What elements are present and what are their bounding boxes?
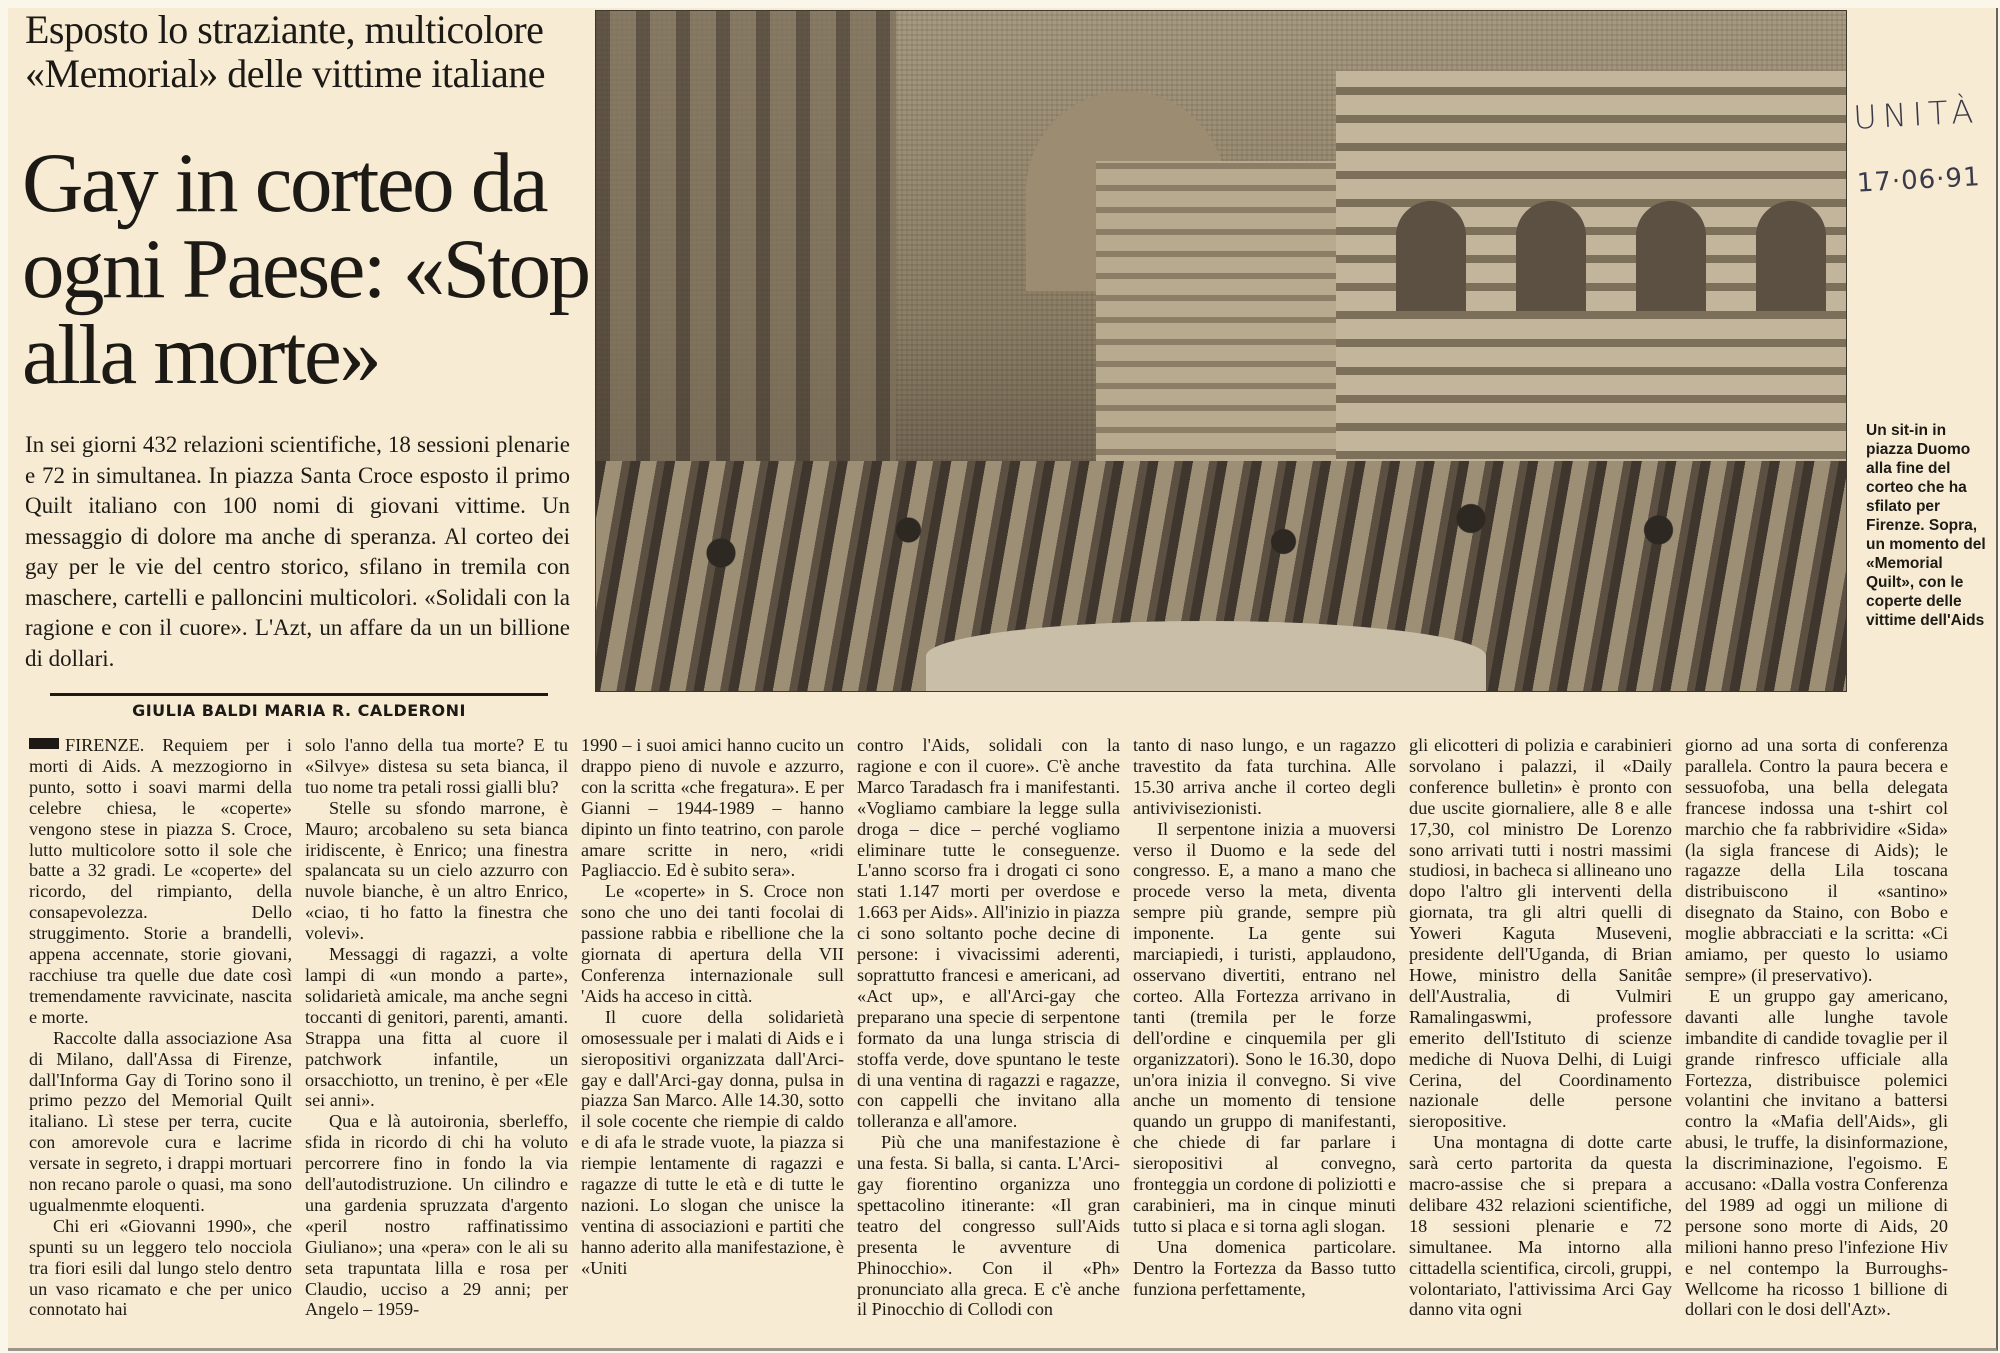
article-column-2: [301, 735, 577, 1335]
photo-arch: [1516, 201, 1586, 311]
handwritten-note: [1852, 91, 1997, 198]
dateline: FIRENZE.: [65, 735, 145, 755]
article-paragraph: E un gruppo gay americano, davanti alle lunghe tavole imbandite di candide tovaglie per il grande rinfresco ufficiale alla Fortezza, distribuisce polemici volantini che invitano a battersi contro la «Mafia dell'Aids», gli abusi, le truffe, la disinformazione, la discriminazione, l'egoismo. E accusano: «Dalla vostra Conferenza del 1989 ad oggi un milione di persone sono morte di Aids, 20 milioni hanno preso l'infezione Hiv e nel contempo la Burroughs-Wellcome ha ricosso 1 billione di dollari con le dosi dell'Azt».: [1685, 985, 1948, 1320]
main-headline: Gay in corteo da ogni Paese: «Stop alla morte»: [22, 136, 589, 402]
handwritten-publication: UNITÀ: [1852, 92, 1981, 137]
article-paragraph: contro l'Aids, solidali con la ragione e con il cuore». C'è anche Marco Taradasch fra i manifestanti. «Vogliamo cambiare la legge sulla droga – dice – perché vogliamo eliminare tutte le conseguenze. L'anno scorso fra i drogati ci sono stati 1.147 morti per overdose e 1.663 per Aids». All'inizio in piazza ci sono soltanto poche decine di persone: i vivacissimi aderenti, soprattutto francesi e americani, ad «Act up», e all'Arci-gay che preparano una specie di serpentone formato da una lunga striscia di stoffa verde, dove spuntano le teste di una ventina di ragazzi e ragazze, con cappelli che invitano alla tolleranza e all'amore.: [857, 735, 1120, 1132]
byline: GIULIA BALDI MARIA R. CALDERONI: [132, 701, 466, 720]
article-paragraph: Una montagna di dotte carte sarà certo partorita da questa macro-assise che si prepara a delibare 432 relazioni scientifiche, 18 sessioni plenarie e 72 simultanee. Ma intorno alla cittadella scientifica, circoli, gruppi, volontariato, l'attivissima Arci Gay danno vita ogni: [1409, 1132, 1672, 1320]
article-paragraph: Più che una manifestazione è una festa. Si balla, si canta. L'Arci-gay fiorentino organizza uno spettacolino itinerante: «Il gran teatro del congresso sull'Aids presenta le avventure di Phinocchio». Con il «Ph» pronunciato alla greca. E c'è anche il Pinocchio di Collodi con: [857, 1132, 1120, 1320]
photo-arch: [1396, 201, 1466, 311]
article-body: [25, 735, 1975, 1335]
photo-caption: Un sit-in in piazza Duomo alla fine del corteo che ha sfilato per Firenze. Sopra, un momento del «Memorial Quilt», con le coperte delle vittime dell'Aids: [1866, 422, 1986, 629]
article-paragraph: Il serpentone inizia a muoversi verso il Duomo e la sede del congresso. E, a mano a mano che procede verso la meta, diventa sempre più grande, sempre più imponente. La gente sui marciapiedi, i turisti, applaudono, osservano divertiti, entrano nel corteo. Alla Fortezza arrivano in tanti (tremila per le forze dell'ordine e cinquemila per gli organizzatori). Sono le 16.30, dopo un'ora inizia il convegno. Si vive anche un momento di tensione quando un gruppo di manifestanti, che chiede di far parlare i sieropositivi al convegno, fronteggia un cordone di poliziotti e carabinieri, ma in cinque minuti tutto si placa e si torna agli slogan.: [1133, 818, 1396, 1236]
article-paragraph: Il cuore della solidarietà omosessuale per i malati di Aids e i sieropositivi organizzata dall'Arci-gay e dall'Arci-gay donna, pulsa in piazza San Marco. Alle 14.30, sotto il sole cocente che riempie di caldo e di afa le strade vuote, la piazza si riempie lentamente di ragazzi e ragazze di tutte le età e di tutte le nazioni. Lo slogan che unisce la ventina di associazioni e partiti che hanno aderito alla manifestazione, è «Uniti: [581, 1006, 844, 1278]
article-column-1: [25, 735, 301, 1335]
article-paragraph: Una domenica particolare. Dentro la Fortezza da Basso tutto funziona perfettamente,: [1133, 1236, 1396, 1299]
kicker-headline: Esposto lo straziante, multicolore «Memorial» delle vittime italiane: [25, 7, 546, 96]
article-paragraph: solo l'anno della tua morte? E tu «Silvye» distesa su seta bianca, il tuo nome tra petali rossi gialli blu?: [305, 735, 568, 797]
article-paragraph: tanto di naso lungo, e un ragazzo travestito da fata turchina. Alle 15.30 arriva anche il corteo degli antivivisezionisti.: [1133, 735, 1396, 818]
article-paragraph: Le «coperte» in S. Croce non sono che uno dei tanti focolai di passione rabbia e ribellione che la giornata di apertura della VII Conferenza internazionale sull 'Aids ha acceso in città.: [581, 881, 844, 1006]
article-paragraph: Stelle su sfondo marrone, è Mauro; arcobaleno su seta bianca iridiscente, è Enrico; una finestra spalancata su un cielo azzurro con nuvole bianche, è un altro Enrico, «ciao, ti ho fatto la finestra che volevi».: [305, 797, 568, 944]
article-paragraph: Messaggi di ragazzi, a volte lampi di «un mondo a parte», solidarietà amicale, ma anche segni toccanti di genitori, parenti, amanti. Strappa una fitta al cuore il patchwork infantile, un orsacchiotto, un trenino, è per «Ele sei anni».: [305, 944, 568, 1111]
summary-lead: In sei giorni 432 relazioni scientifiche, 18 sessioni plenarie e 72 in simultanea. In piazza Santa Croce esposto il primo Quilt italiano con 100 nomi di giovani vittime. Un messaggio di dolore ma anche di speranza. Al corteo dei gay per le vie del centro storico, sfilano in tremila con maschere, cartelli e palloncini multicolori. «Solidali con la ragione e con il cuore». L'Azt, un affare da un un billione di dollari.: [25, 432, 570, 671]
photo-arch: [1636, 201, 1706, 311]
article-paragraph: FIRENZE. Requiem per i morti di Aids. A mezzogiorno in punto, sotto i soavi marmi della celebre chiesa, le «coperte» vengono stese in piazza S. Croce, lutto multicolore sotto il sole che batte a 32 gradi. Le «coperte» del ricordo, del rimpianto, della consapevolezza. Dello struggimento. Storie a brandelli, appena accennate, storie giovani, racchiuse tra quelle due date così tremendamente ravvicinate, nascita e morte.: [29, 735, 292, 1027]
handwritten-date: 17·06·91: [1856, 162, 1982, 199]
dateline-bullet-icon: [29, 738, 59, 749]
article-paragraph: Qua e là autoironia, sberleffo, sfida in ricordo di chi ha voluto percorrere fino in fondo la via dell'autodistruzione. Un cilindro e una gardenia spruzzata d'argento «peril nostro raffinatissimo Giuliano»; una «pera» con le ali su seta trapuntata lilla e rosa per Claudio, ucciso a 29 anni; per Angelo – 1959-: [305, 1111, 568, 1320]
article-column-4: [853, 735, 1129, 1335]
photo-piazza-duomo: [595, 10, 1847, 692]
article-column-6: [1405, 735, 1681, 1335]
article-paragraph: 1990 – i suoi amici hanno cucito un drappo pieno di nuvole e azzurro, con la scritta «che fregatura». E per Gianni – 1944-1989 – hanno dipinto un finto teatrino, con parole amare scritte in nero, «ridi Pagliaccio. Ed è subito sera».: [581, 735, 844, 881]
article-paragraph: giorno ad una sorta di conferenza parallela. Contro la paura becera e sessuofoba, una bella delegata francese indossa una t-shirt col marchio che fa rabbrividire «Sida» (la sigla francese di Aids); le ragazze della Lila toscana distribuiscono il «santino» disegnato da Staino, con Bobo e moglie abbracciati e la scritta: «Ci amiamo, per questo lo usiamo sempre» (il preservativo).: [1685, 735, 1948, 985]
article-paragraph: gli elicotteri di polizia e carabinieri sorvolano i palazzi, il «Daily conference bulletin» è pronto con due uscite giornaliere, alle 8 e alle 17,30, col ministro De Lorenzo sono arrivati tutti i nostri massimi studiosi, in bacheca si allineano uno dopo l'altro gli interventi della giornata, tra gli altri quelli di Yoweri Kaguta Museveni, presidente dell'Uganda, di Brian Howe, ministro della Sanitâe dell'Australia, di Vulmiri Ramalingaswmi, professore emerito dell'Istituto di scienze mediche di Nuova Delhi, di Luigi Cerina, del Coordinamento nazionale delle persone sieropositive.: [1409, 735, 1672, 1132]
article-column-3: [577, 735, 853, 1335]
article-paragraph: Raccolte dalla associazione Asa di Milano, dall'Assa di Firenze, dall'Informa Gay di Torino sono il primo pezzo del Memorial Quilt italiano. Lì stese per terra, cucite con amorevole cura e lacrime versate in segreto, i drappi mortuari non recano parole o quasi, ma sono ugualmenmte eloquenti.: [29, 1027, 292, 1215]
photo-pavement: [926, 621, 1486, 691]
byline-rule: [50, 693, 548, 696]
article-paragraph: Chi eri «Giovanni 1990», che spunti su un leggero telo nocciola tra fiori esili dal lungo stelo dentro un vaso ricamato e che per unico connotato hai: [29, 1215, 292, 1320]
photo-arch: [1756, 201, 1826, 311]
article-column-7: [1681, 735, 1957, 1335]
article-column-5: [1129, 735, 1405, 1335]
